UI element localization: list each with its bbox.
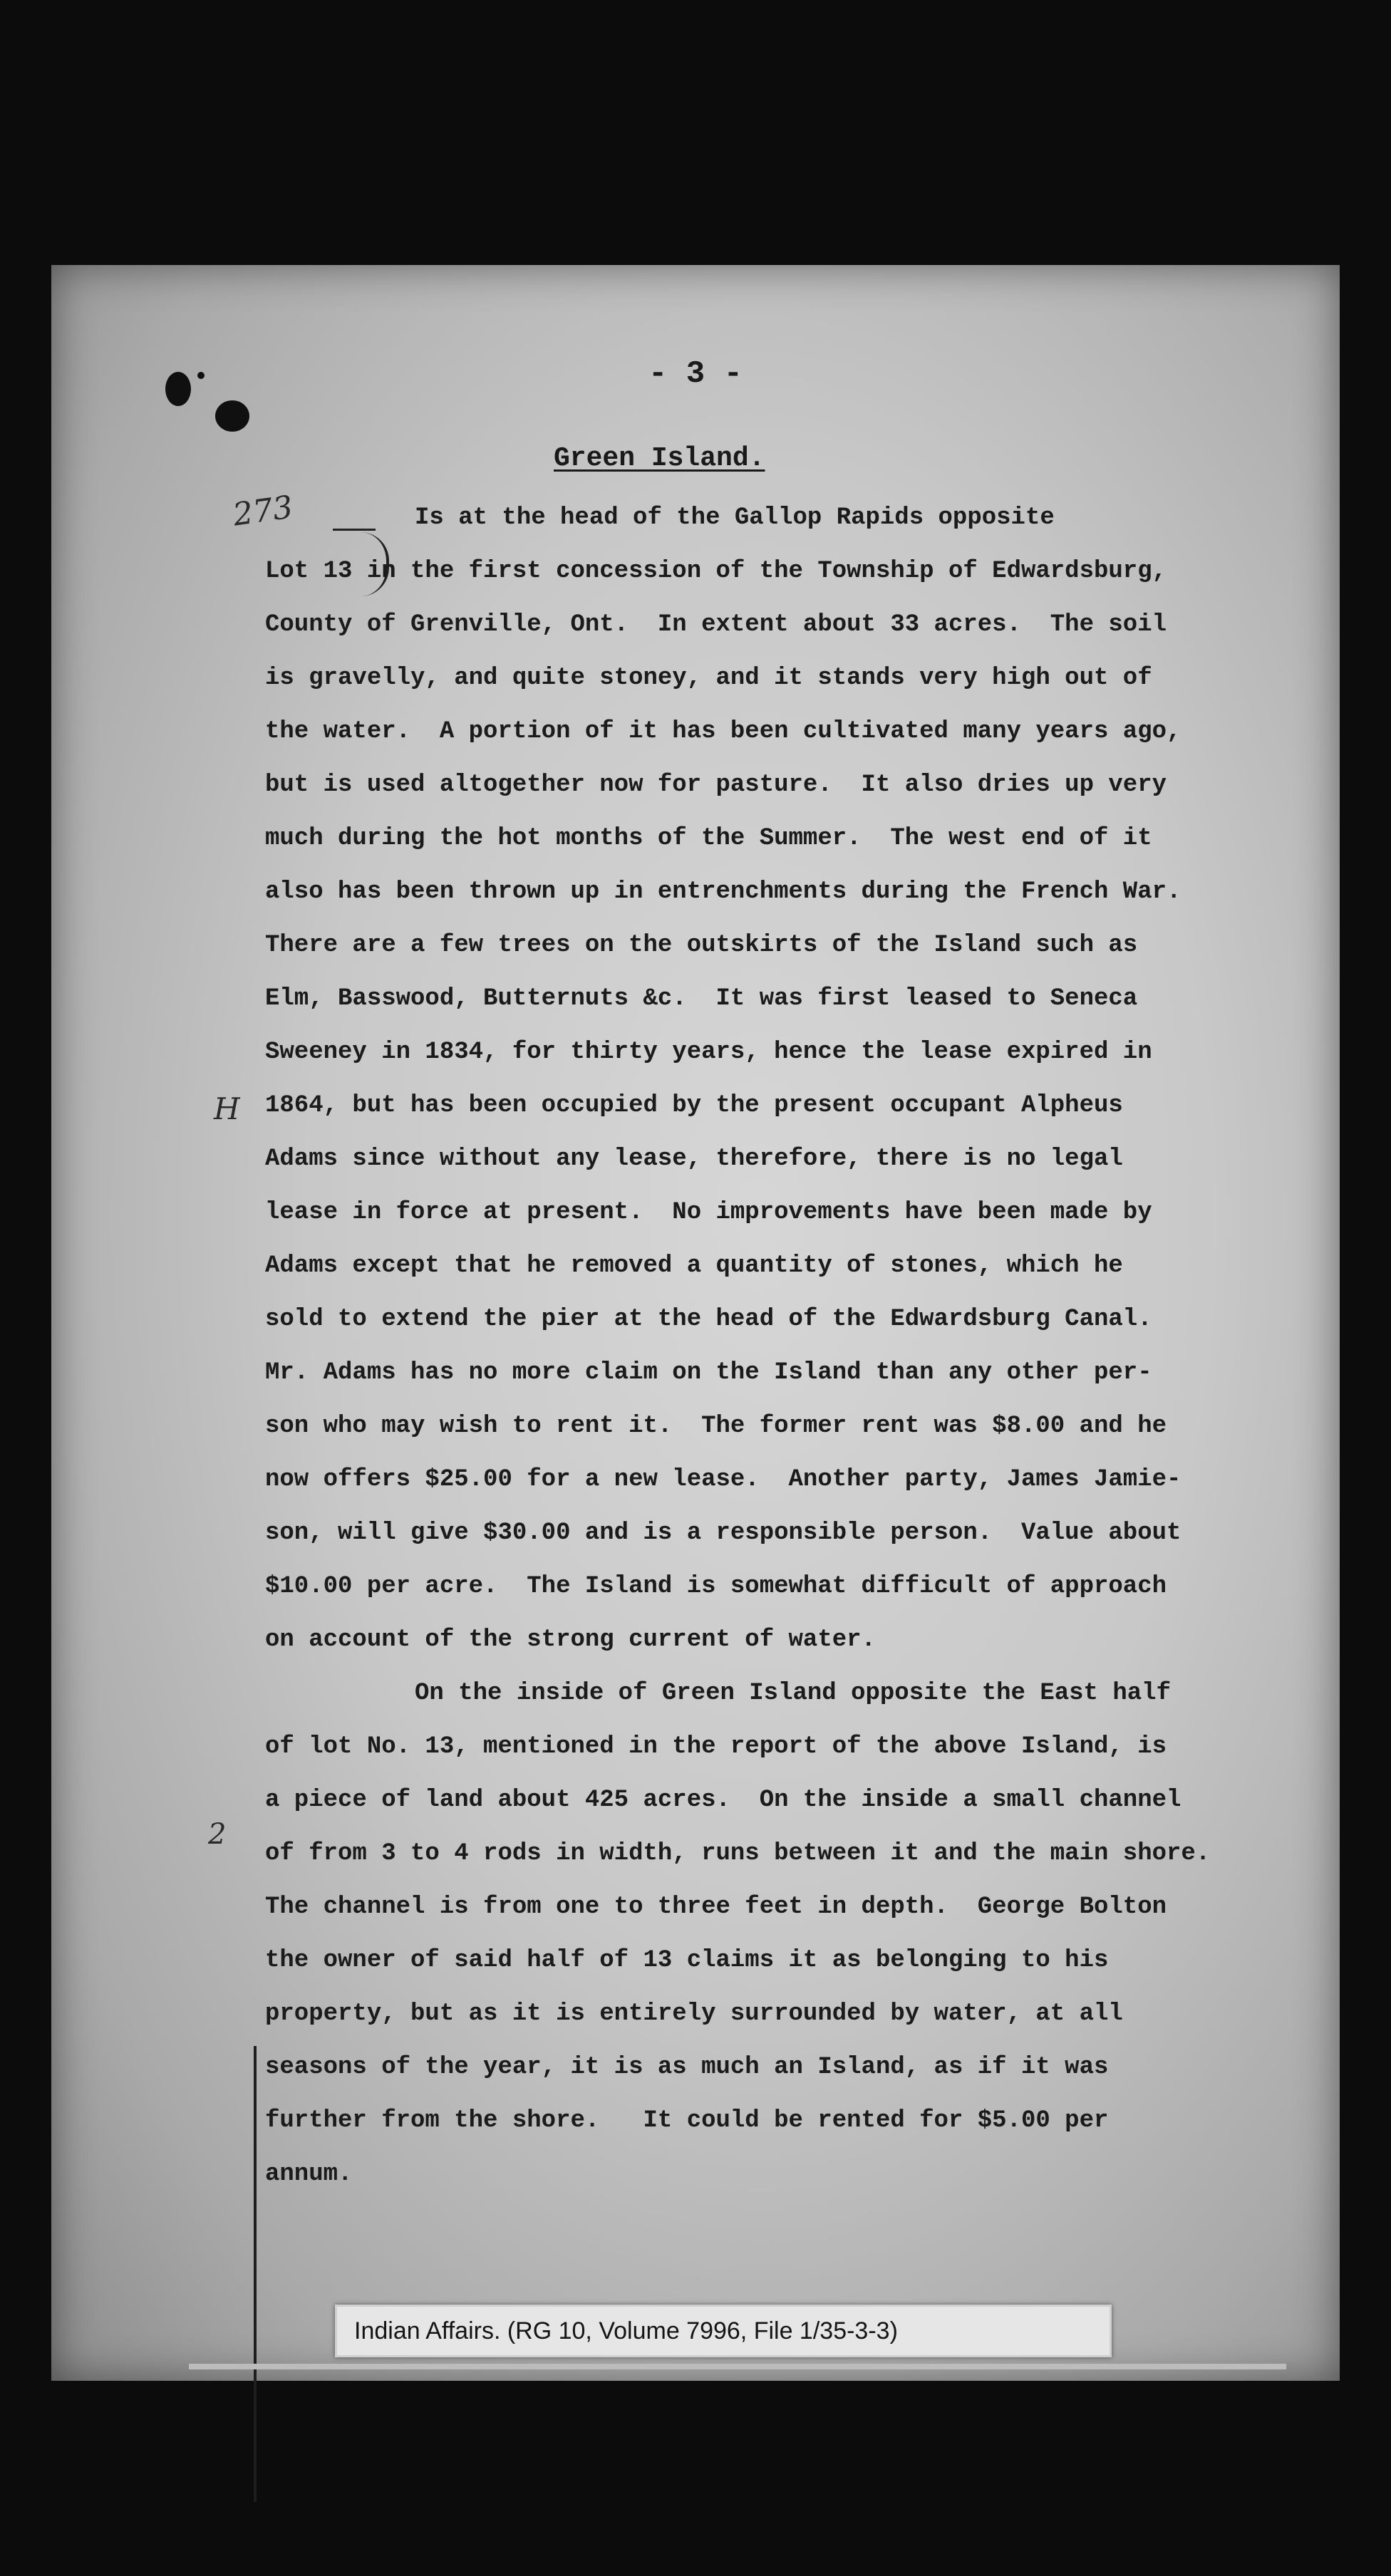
text-line: 1864, but has been occupied by the present occupant Alpheus xyxy=(265,1092,1123,1119)
text-line: County of Grenville, Ont. In extent about 33 acres. The soil xyxy=(265,611,1167,638)
text-line: further from the shore. It could be rented for $5.00 per xyxy=(265,2107,1109,2134)
text-line: much during the hot months of the Summer. The west end of it xyxy=(265,825,1152,852)
text-line: also has been thrown up in entrenchments during the French War. xyxy=(265,878,1181,905)
text-line: Is at the head of the Gallop Rapids opposite xyxy=(415,504,1055,531)
text-line: Mr. Adams has no more claim on the Island than any other per- xyxy=(265,1359,1152,1386)
text-line: Sweeney in 1834, for thirty years, hence the lease expired in xyxy=(265,1039,1152,1066)
text-line: $10.00 per acre. The Island is somewhat difficult of approach xyxy=(265,1573,1167,1600)
text-line: on account of the strong current of water. xyxy=(265,1626,876,1653)
text-line: but is used altogether now for pasture. It also dries up very xyxy=(265,772,1167,799)
text-line: is gravelly, and quite stoney, and it stands very high out of xyxy=(265,665,1152,692)
text-line: property, but as it is entirely surrounded by water, at all xyxy=(265,2000,1123,2027)
margin-note-273: 273 xyxy=(230,489,296,534)
text-line: a piece of land about 425 acres. On the inside a small channel xyxy=(265,1787,1181,1814)
text-line: Elm, Basswood, Butternuts &c. It was first leased to Seneca xyxy=(265,985,1138,1012)
archive-caption: Indian Affairs. (RG 10, Volume 7996, File 1/35-3-3) xyxy=(335,2305,1112,2357)
margin-side-bar xyxy=(254,2046,257,2502)
page-title: Green Island. xyxy=(554,443,765,474)
text-line: There are a few trees on the outskirts of the Island such as xyxy=(265,932,1138,959)
text-line: son, will give $30.00 and is a responsible person. Value about xyxy=(265,1520,1181,1547)
text-line: Adams since without any lease, therefore, there is no legal xyxy=(265,1146,1123,1173)
text-line: of from 3 to 4 rods in width, runs between it and the main shore. xyxy=(265,1840,1211,1867)
text-line: annum. xyxy=(265,2161,353,2188)
text-line: of lot No. 13, mentioned in the report of the above Island, is xyxy=(265,1733,1167,1760)
text-line: The channel is from one to three feet in depth. George Bolton xyxy=(265,1894,1167,1921)
margin-note-2: 2 xyxy=(208,1818,227,1851)
text-line: son who may wish to rent it. The former rent was $8.00 and he xyxy=(265,1413,1167,1440)
text-line: sold to extend the pier at the head of the Edwardsburg Canal. xyxy=(265,1306,1152,1333)
document-page xyxy=(51,265,1340,2381)
text-line: the water. A portion of it has been cultivated many years ago, xyxy=(265,718,1181,745)
text-line: On the inside of Green Island opposite the East half xyxy=(415,1680,1171,1707)
document-body xyxy=(265,492,1334,2201)
ink-blot xyxy=(215,400,249,432)
text-line: the owner of said half of 13 claims it as belonging to his xyxy=(265,1947,1109,1974)
text-line: Lot 13 in the first concession of the Township of Edwardsburg, xyxy=(265,558,1167,585)
margin-note-h: H xyxy=(214,1091,240,1126)
text-line: Adams except that he removed a quantity of stones, which he xyxy=(265,1252,1123,1279)
text-line: now offers $25.00 for a new lease. Another party, James Jamie- xyxy=(265,1466,1181,1493)
caption-strip xyxy=(189,2364,1286,2369)
text-line: lease in force at present. No improvements have been made by xyxy=(265,1199,1152,1226)
page-number: - 3 - xyxy=(648,356,743,392)
text-line: seasons of the year, it is as much an Island, as if it was xyxy=(265,2054,1109,2081)
